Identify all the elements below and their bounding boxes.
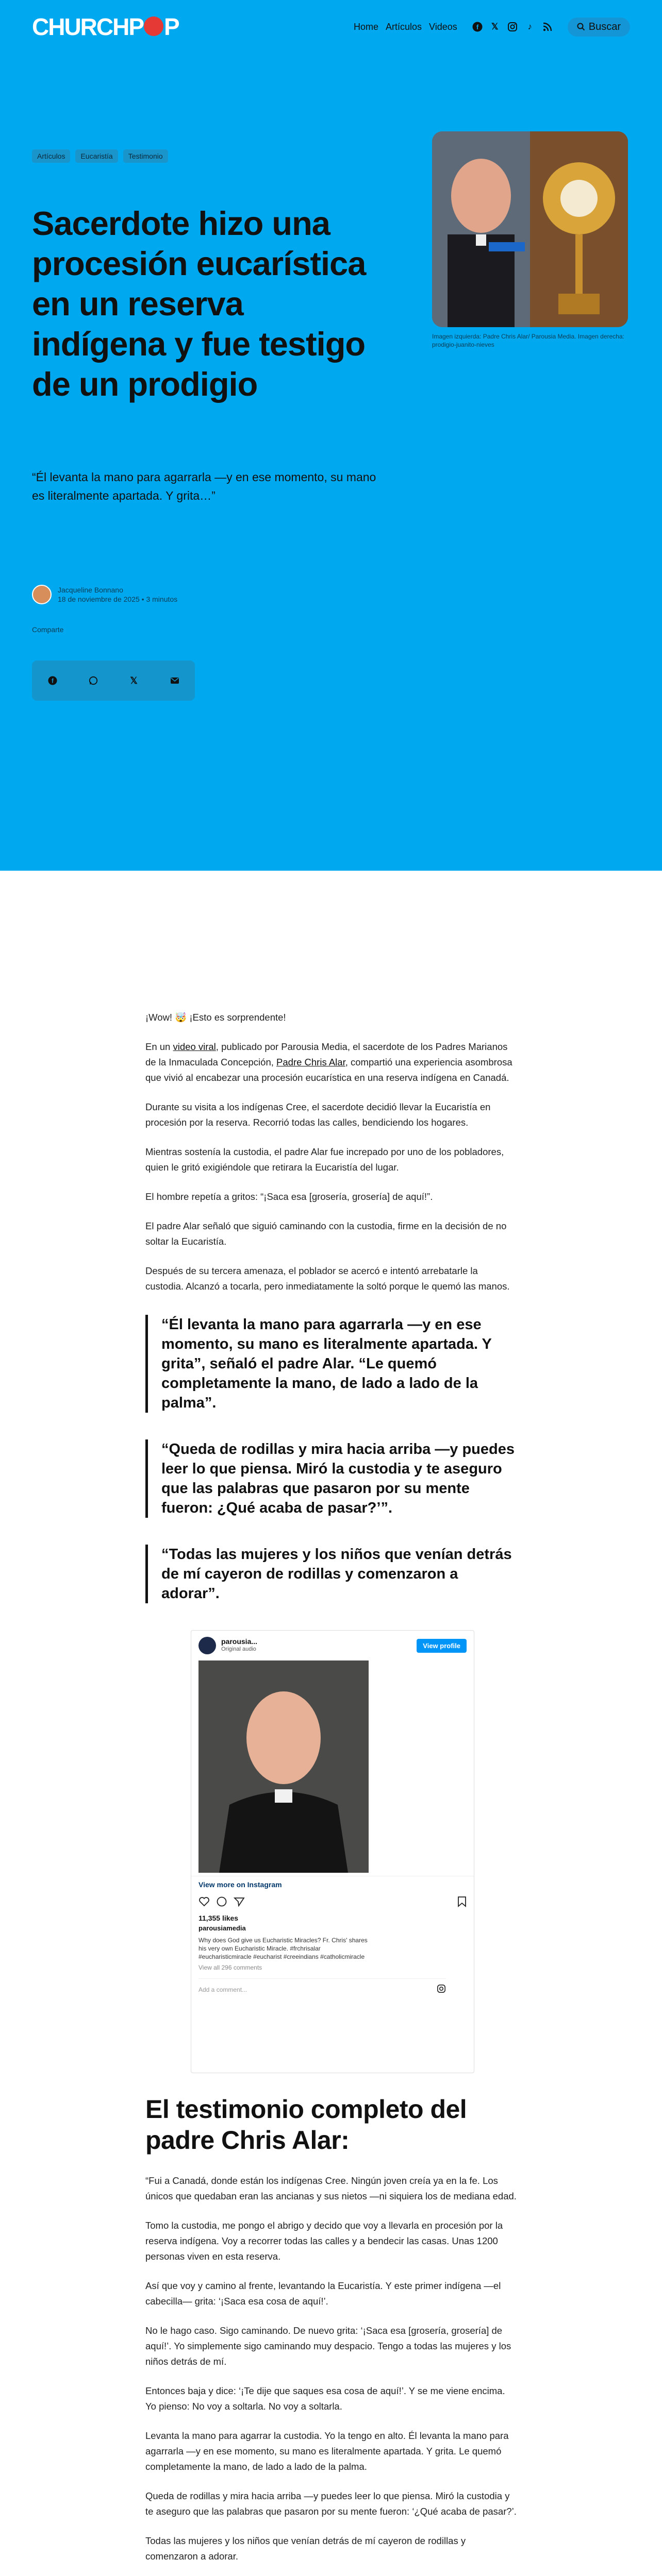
search-icon — [577, 23, 585, 31]
hero-image — [432, 131, 628, 327]
testimony-paragraph: Todas las mujeres y los niños que venían detrás de mí cayeron de rodillas y comenzaron a adorar. — [145, 2535, 466, 2562]
article-paragraph: En un video viral, publicado por Parousia Media, el sacerdote de los Padres Marianos de la Inmaculada Concepción, Padre Chris Alar, compartió una experiencia asombrosa que vivió al encabezar una procesión eucarística en una reserva indígena en Canadá. — [145, 1041, 512, 1083]
share-x-icon[interactable]: 𝕏 — [130, 675, 138, 686]
tag-list — [32, 149, 168, 163]
site-header — [32, 11, 630, 42]
article-intro: ¡Wow! 🤯 ¡Esto es sorprendente! — [145, 1012, 286, 1023]
logo-text-church: CHURCH — [32, 13, 129, 40]
article-paragraph: El hombre repetía a gritos: “¡Saca esa [grosería, grosería] de aquí!”. — [145, 1191, 433, 1202]
article-title: Sacerdote hizo una procesión eucarística en un reserva indígena y fue testigo de un prodigio — [32, 205, 366, 403]
view-comments-link[interactable]: View all 296 comments — [198, 1964, 262, 1971]
post-meta: 18 de noviembre de 2025 • 3 minutos — [58, 595, 178, 603]
share-bar — [32, 660, 195, 701]
article-lead-quote: “Él levanta la mano para agarrarla —y en ese momento, su mano es literalmente apartada. Y grita…” — [32, 470, 376, 502]
author-avatar — [32, 585, 52, 604]
instagram-media[interactable] — [198, 1660, 369, 1873]
view-more-link[interactable]: View more on Instagram — [191, 1876, 474, 1893]
rss-icon[interactable] — [542, 21, 553, 32]
testimony-paragraph: Levanta la mano para agarrar la custodia. Yo la tengo en alto. Él levanta la mano para agarrarla —y en ese momento, su mano es literalmente apartada. Y grita. Le quemó completamente la mano, de lado a lado de la palma. — [145, 2430, 509, 2472]
search-label: Buscar — [588, 21, 621, 32]
testimony-paragraph: Entonces baja y dice: ‘¡Te dije que saques esa cosa de aquí!’. Y se me viene encima. Yo pienso: No voy a soltarla. No voy a soltarla. — [145, 2385, 505, 2412]
article-paragraph: El padre Alar señaló que siguió caminando con la custodia, firme en la decisión de no soltar la Eucaristía. — [145, 1221, 507, 1247]
like-icon[interactable] — [198, 1896, 210, 1909]
instagram-audio: Original audio — [221, 1646, 256, 1652]
share-label: Comparte — [32, 625, 64, 634]
hero-image-caption: Imagen izquierda: Padre Chris Alar/ Parousia Media. Imagen derecha: prodigio-juanito-nieves — [432, 333, 624, 348]
nav-home[interactable]: Home — [353, 21, 378, 32]
nav-articulos[interactable]: Artículos — [386, 21, 422, 32]
logo-dot-icon — [144, 16, 163, 36]
testimony-paragraph: Queda de rodillas y mira hacia arriba —y puedes leer lo que piensa. Miró la custodia y te aseguro que las palabras que pasaron por su mente fueron: ‘¿Qué acaba de pasar?’. — [145, 2490, 517, 2517]
link-video-viral[interactable]: video viral — [173, 1041, 216, 1052]
pull-quote: “Todas las mujeres y los niños que venían detrás de mí cayeron de rodillas y comenzaron a adorar”. — [145, 1545, 517, 1603]
share-facebook-icon[interactable] — [45, 673, 60, 688]
author-name[interactable]: Jacqueline Bonnano — [58, 586, 123, 594]
instagram-actions — [191, 1893, 474, 1913]
post-caption: Why does God give us Eucharistic Miracles? Fr. Chris' shares his very own Eucharistic Miracle. #frchrisalar #eucharisticmiracle #eucharist #creeindians #catholicmiracle — [198, 1937, 368, 1960]
bookmark-icon[interactable] — [457, 1896, 467, 1910]
instagram-account[interactable]: parousia... — [221, 1637, 258, 1646]
instagram-header — [191, 1631, 474, 1660]
section-heading: El testimonio completo del padre Chris Alar: — [145, 2095, 467, 2155]
article-paragraph: Mientras sostenía la custodia, el padre Alar fue increpado por uno de los pobladores, quien le gritó exigiéndole que retirara la Eucaristía del lugar. — [145, 1146, 504, 1173]
view-profile-button[interactable]: View profile — [417, 1639, 467, 1653]
share-whatsapp-icon[interactable] — [86, 673, 101, 688]
nav-videos[interactable]: Videos — [429, 21, 457, 32]
post-username[interactable]: parousiamedia — [198, 1924, 246, 1932]
testimony-paragraph: Tomo la custodia, me pongo el abrigo y decido que voy a llevarla en procesión por la reserva indígena. Voy a recorrer todas las calles y a bendecir las casas. Unas 1200 personas viven en esta reserva. — [145, 2220, 503, 2262]
testimony-paragraph: “Fui a Canadá, donde están los indígenas Cree. Ningún joven creía ya en la fe. Los únicos que quedaban eran las ancianas y sus nietos —ni siquiera los de mediana edad. — [145, 2175, 517, 2201]
testimony-paragraph: Así que voy y camino al frente, levantando la Eucaristía. Y este primer indígena —el cabecilla— grita: ‘¡Saca esa cosa de aquí!’. — [145, 2280, 501, 2307]
svg-text:f: f — [51, 677, 54, 685]
pull-quote: “Queda de rodillas y mira hacia arriba —y puedes leer lo que piensa. Miró la custodia y te aseguro que las palabras que pasaron por su mente fueron: ¿Qué acaba de pasar?’”. — [145, 1439, 517, 1518]
tag-testimonio[interactable]: Testimonio — [123, 149, 168, 163]
search-button[interactable] — [568, 18, 630, 37]
article-paragraph: Durante su visita a los indígenas Cree, el sacerdote decidió llevar la Eucaristía en procesión por la reserva. Recorrió todas las calles, bendiciendo los hogares. — [145, 1101, 491, 1128]
share-icon[interactable] — [234, 1896, 245, 1909]
testimony-paragraph: No le hago caso. Sigo caminando. De nuevo grita: ‘¡Saca esa [grosería, grosería] de aquí!’. Yo simplemente sigo caminando muy despacio. Tengo a todas las mujeres y los niños detrás de mí. — [145, 2325, 511, 2367]
author-block — [32, 585, 177, 604]
tag-eucaristia[interactable]: Eucaristía — [75, 149, 118, 163]
logo-text-pop: P P — [128, 13, 179, 40]
link-padre-chris-alar[interactable]: Padre Chris Alar — [276, 1057, 345, 1067]
add-comment-input[interactable]: Add a comment... — [198, 1986, 247, 1993]
comment-icon[interactable] — [216, 1896, 227, 1910]
article-paragraph: Después de su tercera amenaza, el poblador se acercó e intentó arrebatarle la custodia. Alcanzó a tocarla, pero inmediatamente la soltó porque le quemó las manos. — [145, 1265, 510, 1292]
pull-quote: “Él levanta la mano para agarrarla —y en ese momento, su mano es literalmente apartada. Y grita”, señaló el padre Alar. “Le quemó completamente la mano, de lado a lado de la palma”. — [145, 1315, 517, 1413]
likes-count: 11,355 likes — [198, 1914, 239, 1922]
hero-section — [0, 0, 662, 871]
tag-articulos[interactable]: Artículos — [32, 149, 70, 163]
article-body — [145, 1010, 517, 2576]
instagram-icon[interactable] — [507, 21, 518, 32]
instagram-logo-icon[interactable] — [437, 1984, 446, 1995]
instagram-embed — [191, 1630, 474, 2073]
x-twitter-icon[interactable]: 𝕏 — [491, 22, 499, 31]
instagram-avatar — [198, 1637, 216, 1654]
facebook-icon[interactable] — [472, 21, 483, 32]
svg-text:f: f — [476, 23, 478, 31]
tiktok-icon[interactable]: ♪ — [527, 22, 532, 31]
site-logo[interactable] — [32, 13, 179, 41]
share-email-icon[interactable] — [168, 673, 182, 688]
